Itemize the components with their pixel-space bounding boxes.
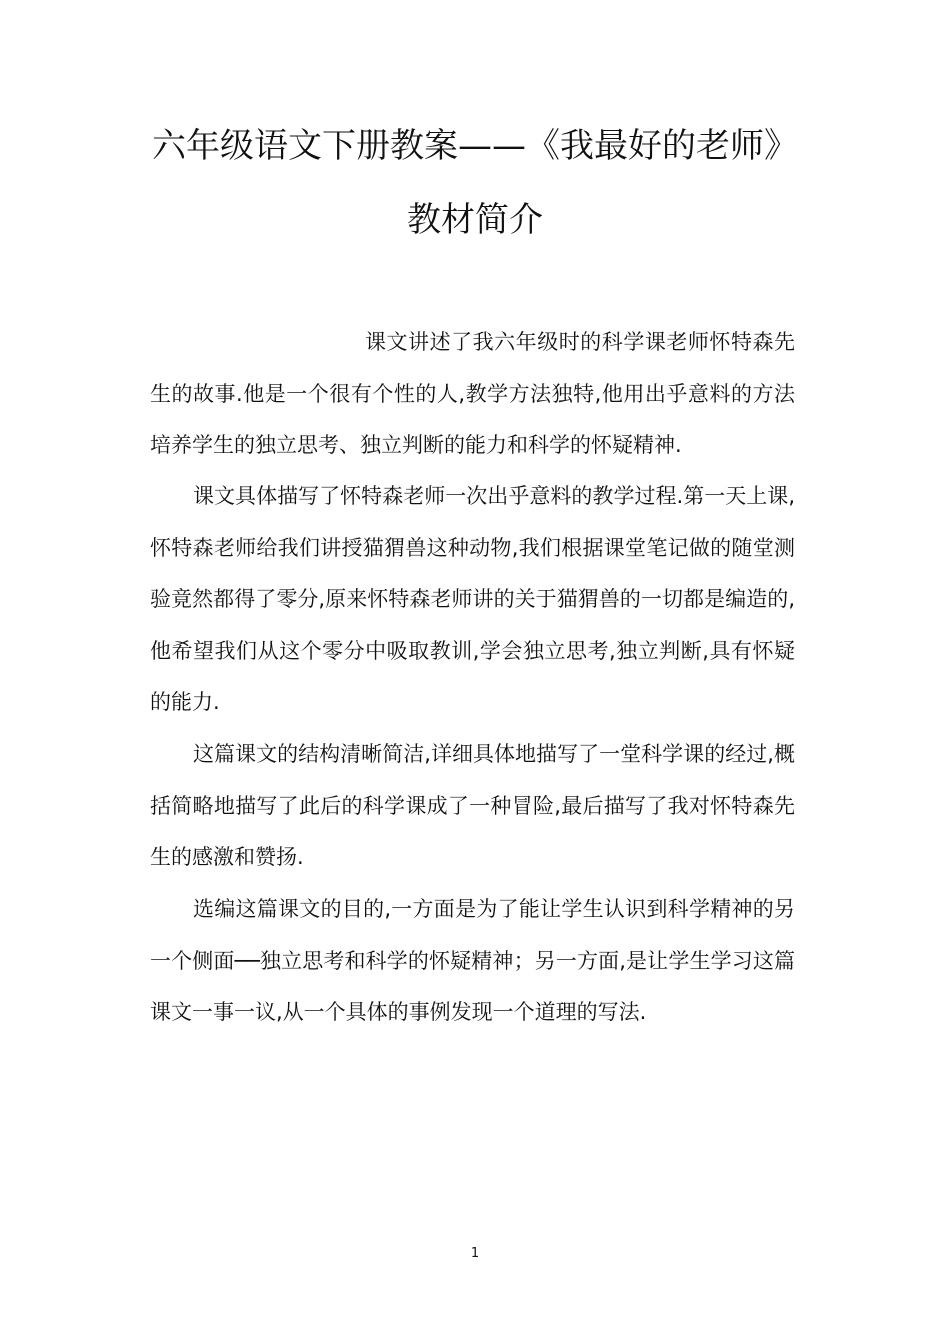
paragraph-4: 选编这篇课文的目的,一方面是为了能让学生认识到科学精神的另一个侧面──独立思考和科学的怀疑精神；另一方面,是让学生学习这篇课文一事一议,从一个具体的事例发现一个道理的写法. [150,897,795,1024]
page-number: 1 [470,1246,480,1261]
document-subtitle: 教材简介 [407,200,543,240]
paragraph-2: 课文具体描写了怀特森老师一次出乎意料的教学过程.第一天上课,怀特森老师给我们讲授猫猬兽这种动物,我们根据课堂笔记做的随堂测验竟然都得了零分,原来怀特森老师讲的关于猫猬兽的一切都是编造的,他希望我们从这个零分中吸取教训,学会独立思考,独立判断,具有怀疑的能力. [150,484,795,714]
document-title: 六年级语文下册教案——《我最好的老师》 [152,126,798,166]
paragraph-3: 这篇课文的结构清晰简洁,详细具体地描写了一堂科学课的经过,概括简略地描写了此后的科学课成了一种冒险,最后描写了我对怀特森先生的感激和赞扬. [150,742,795,869]
paragraph-1: 课文讲述了我六年级时的科学课老师怀特森先生的故事.他是一个很有个性的人,教学方法独特,他用出乎意料的方法培养学生的独立思考、独立判断的能力和科学的怀疑精神. [150,330,795,457]
